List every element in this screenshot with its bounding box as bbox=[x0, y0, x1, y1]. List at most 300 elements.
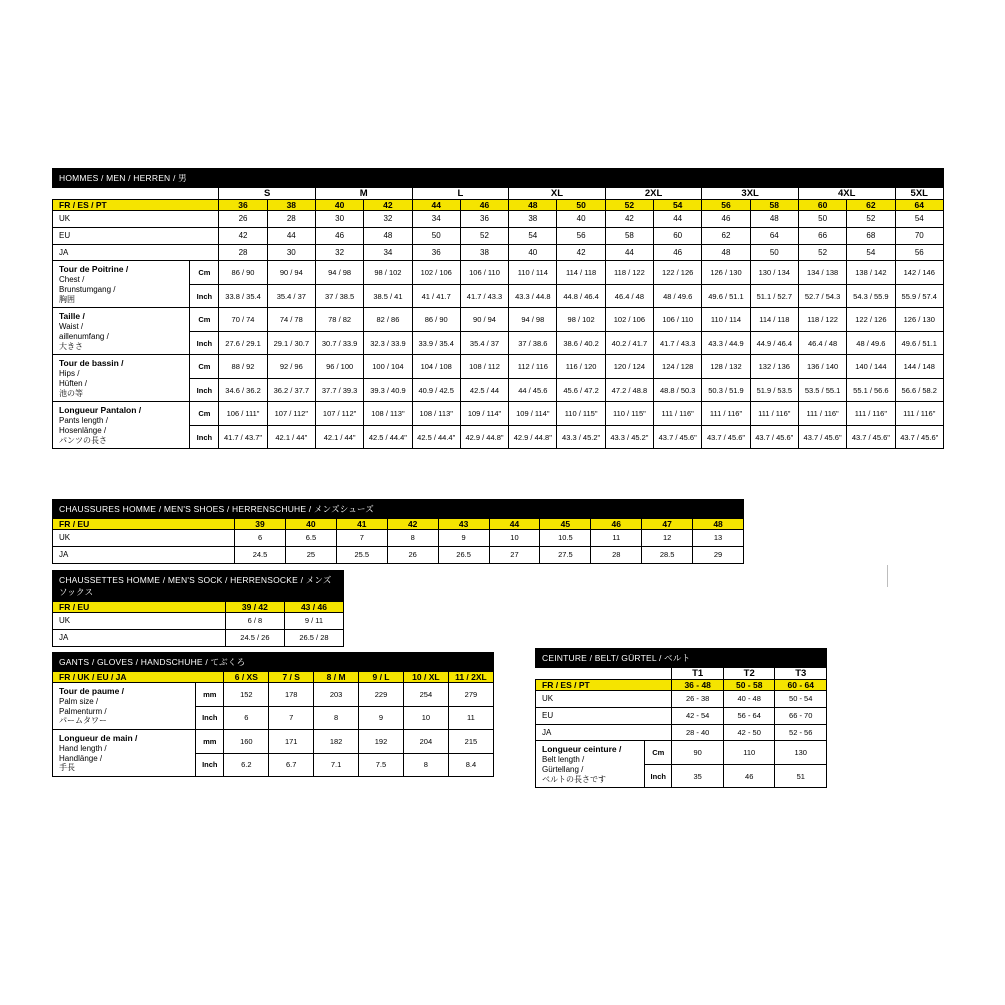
cell: 142 / 146 bbox=[895, 261, 943, 285]
cell: 126 / 130 bbox=[702, 261, 750, 285]
unit-inch: Inch bbox=[196, 753, 224, 777]
cell: 11 bbox=[448, 706, 493, 730]
cell: 42 bbox=[364, 200, 412, 211]
cell: 54.3 / 55.9 bbox=[847, 284, 895, 308]
cell: 46.4 / 48 bbox=[605, 284, 653, 308]
cell: 118 / 122 bbox=[605, 261, 653, 285]
cell: 43.7 / 45.6" bbox=[654, 425, 702, 449]
unit-inch: Inch bbox=[190, 425, 219, 449]
table-row bbox=[53, 730, 494, 754]
cell: 111 / 116" bbox=[654, 402, 702, 426]
cell: 41.7 / 43.3 bbox=[654, 331, 702, 355]
measure-label-chest bbox=[53, 261, 190, 308]
cell: 44 bbox=[412, 200, 460, 211]
group-t3: T3 bbox=[775, 668, 827, 680]
cell: 29 bbox=[693, 546, 744, 563]
cell: 104 / 108 bbox=[412, 355, 460, 379]
cell: 38 bbox=[460, 244, 508, 261]
cell: 43.7 / 45.6" bbox=[702, 425, 750, 449]
group-xl: XL bbox=[509, 188, 606, 200]
cell: 108 / 113" bbox=[364, 402, 412, 426]
row-label-fr-eu: FR / EU bbox=[53, 519, 235, 530]
cell: 7 / S bbox=[269, 672, 314, 683]
table-row bbox=[53, 227, 944, 244]
measure-line: Palm size / bbox=[59, 696, 99, 706]
cell: 46 bbox=[702, 211, 750, 228]
cell: 42.1 / 44" bbox=[315, 425, 363, 449]
cell: 56 bbox=[702, 200, 750, 211]
row-label-uk: UK bbox=[53, 613, 226, 630]
cell: 34 bbox=[412, 211, 460, 228]
row-label-eu: EU bbox=[536, 707, 672, 724]
row-label-ja: JA bbox=[53, 546, 235, 563]
cell: 54 bbox=[895, 211, 943, 228]
group-m: M bbox=[315, 188, 412, 200]
cell: 43.3 / 45.2" bbox=[557, 425, 605, 449]
cell: 32 bbox=[364, 211, 412, 228]
table-row bbox=[53, 613, 344, 630]
cell: 36 - 48 bbox=[672, 680, 724, 691]
cell: 50 bbox=[798, 211, 846, 228]
cell: 98 / 102 bbox=[364, 261, 412, 285]
cell: 68 bbox=[847, 227, 895, 244]
measure-label-hips bbox=[53, 355, 190, 402]
unit-inch: Inch bbox=[190, 331, 219, 355]
cell: 118 / 122 bbox=[798, 308, 846, 332]
cell: 10 bbox=[403, 706, 448, 730]
cell: 13 bbox=[693, 530, 744, 547]
cell: 48 bbox=[364, 227, 412, 244]
cell: 9 bbox=[359, 706, 404, 730]
spacer-cell bbox=[536, 668, 645, 680]
cell: 40.2 / 41.7 bbox=[605, 331, 653, 355]
cell: 144 / 148 bbox=[895, 355, 943, 379]
cell: 42 bbox=[605, 211, 653, 228]
cell: 107 / 112" bbox=[315, 402, 363, 426]
cell: 40 bbox=[509, 244, 557, 261]
group-l: L bbox=[412, 188, 509, 200]
cell: 55.1 / 56.6 bbox=[847, 378, 895, 402]
cell: 50 bbox=[412, 227, 460, 244]
mens-socks-table bbox=[52, 570, 344, 647]
cell: 9 bbox=[438, 530, 489, 547]
cell: 42.5 / 44 bbox=[460, 378, 508, 402]
group-t2: T2 bbox=[723, 668, 775, 680]
table-row bbox=[53, 546, 744, 563]
cell: 94 / 98 bbox=[509, 308, 557, 332]
group-2xl: 2XL bbox=[605, 188, 702, 200]
measure-name: Longueur Pantalon / bbox=[59, 405, 142, 416]
measure-label-palm-size bbox=[53, 683, 196, 730]
measure-line: 大きさ bbox=[59, 341, 83, 351]
cell: 27.5 bbox=[540, 546, 591, 563]
cell: 279 bbox=[448, 683, 493, 707]
cell: 46 bbox=[654, 244, 702, 261]
cell: 9 / 11 bbox=[284, 613, 343, 630]
measure-name: Tour de Poitrine / bbox=[59, 264, 129, 275]
cell: 60 bbox=[798, 200, 846, 211]
cell: 37 / 38.5 bbox=[315, 284, 363, 308]
cell: 64 bbox=[895, 200, 943, 211]
cell: 37.7 / 39.3 bbox=[315, 378, 363, 402]
table-row bbox=[53, 200, 944, 211]
gloves-header: GANTS / GLOVES / HANDSCHUHE / てぶくろ bbox=[53, 653, 494, 672]
belt-header: CEINTURE / BELT/ GÜRTEL / ベルト bbox=[536, 649, 827, 668]
cell: 254 bbox=[403, 683, 448, 707]
cell: 70 / 74 bbox=[219, 308, 267, 332]
cell: 140 / 144 bbox=[847, 355, 895, 379]
cell: 41 bbox=[336, 519, 387, 530]
cell: 24.5 bbox=[235, 546, 286, 563]
cell: 49.6 / 51.1 bbox=[895, 331, 943, 355]
cell: 122 / 126 bbox=[847, 308, 895, 332]
cell: 74 / 78 bbox=[267, 308, 315, 332]
cell: 43 / 46 bbox=[284, 602, 343, 613]
gloves-header-row bbox=[53, 653, 494, 672]
cell: 106 / 110 bbox=[460, 261, 508, 285]
group-3xl: 3XL bbox=[702, 188, 799, 200]
cell: 35 bbox=[672, 764, 724, 788]
cell: 51.9 / 53.5 bbox=[750, 378, 798, 402]
cell: 54 bbox=[847, 244, 895, 261]
cell: 7 bbox=[269, 706, 314, 730]
table-row bbox=[53, 211, 944, 228]
cell: 229 bbox=[359, 683, 404, 707]
cell: 43 bbox=[438, 519, 489, 530]
cell: 43.3 / 44.8 bbox=[509, 284, 557, 308]
measure-name: Longueur de main / bbox=[59, 733, 138, 743]
cell: 36.2 / 37.7 bbox=[267, 378, 315, 402]
socks-header: CHAUSSETTES HOMME / MEN'S SOCK / HERRENSOCKE / メンズソックス bbox=[53, 571, 344, 602]
measure-line: Waist / bbox=[59, 322, 84, 331]
cell: 52 bbox=[798, 244, 846, 261]
table-row bbox=[53, 402, 944, 426]
cell: 215 bbox=[448, 730, 493, 754]
cell: 28 bbox=[219, 244, 267, 261]
cell: 46 bbox=[591, 519, 642, 530]
cell: 41 / 41.7 bbox=[412, 284, 460, 308]
cell: 54 bbox=[509, 227, 557, 244]
cell: 108 / 112 bbox=[460, 355, 508, 379]
unit-cm: Cm bbox=[645, 741, 672, 765]
cell: 29.1 / 30.7 bbox=[267, 331, 315, 355]
cell: 42.5 / 44.4" bbox=[412, 425, 460, 449]
cell: 78 / 82 bbox=[315, 308, 363, 332]
table-row bbox=[53, 672, 494, 683]
unit-mm: mm bbox=[196, 730, 224, 754]
cell: 26 bbox=[219, 211, 267, 228]
cell: 7.1 bbox=[314, 753, 359, 777]
cell: 42.9 / 44.8" bbox=[509, 425, 557, 449]
cell: 12 bbox=[642, 530, 693, 547]
cell: 32.3 / 33.9 bbox=[364, 331, 412, 355]
cell: 41.7 / 43.3 bbox=[460, 284, 508, 308]
measure-label-belt-length bbox=[536, 741, 645, 788]
cell: 109 / 114" bbox=[460, 402, 508, 426]
cell: 43.7 / 45.6" bbox=[750, 425, 798, 449]
cell: 48 / 49.6 bbox=[654, 284, 702, 308]
cell: 102 / 106 bbox=[605, 308, 653, 332]
unit-cm: Cm bbox=[190, 402, 219, 426]
cell: 171 bbox=[269, 730, 314, 754]
row-label-ja: JA bbox=[53, 629, 226, 646]
table-row bbox=[53, 355, 944, 379]
cell: 50 - 54 bbox=[775, 691, 827, 708]
cell: 126 / 130 bbox=[895, 308, 943, 332]
cell: 47 bbox=[642, 519, 693, 530]
cell: 10.5 bbox=[540, 530, 591, 547]
cell: 82 / 86 bbox=[364, 308, 412, 332]
cell: 33.8 / 35.4 bbox=[219, 284, 267, 308]
cell: 109 / 114" bbox=[509, 402, 557, 426]
row-label-eu: EU bbox=[53, 227, 219, 244]
cell: 44.8 / 46.4 bbox=[557, 284, 605, 308]
cell: 152 bbox=[224, 683, 269, 707]
cell: 30 bbox=[267, 244, 315, 261]
cell: 40.9 / 42.5 bbox=[412, 378, 460, 402]
cell: 66 - 70 bbox=[775, 707, 827, 724]
cell: 86 / 90 bbox=[219, 261, 267, 285]
cell: 25.5 bbox=[336, 546, 387, 563]
cell: 42 bbox=[557, 244, 605, 261]
cell: 36 bbox=[219, 200, 267, 211]
row-label-fr-es-pt: FR / ES / PT bbox=[536, 680, 672, 691]
cell: 110 bbox=[723, 741, 775, 765]
cell: 44 bbox=[605, 244, 653, 261]
cell: 28.5 bbox=[642, 546, 693, 563]
cell: 48 bbox=[750, 211, 798, 228]
cell: 10 / XL bbox=[403, 672, 448, 683]
cell: 96 / 100 bbox=[315, 355, 363, 379]
measure-line: Palmenturm / bbox=[59, 706, 107, 716]
cell: 56.6 / 58.2 bbox=[895, 378, 943, 402]
table-row bbox=[536, 741, 827, 765]
cell: 90 / 94 bbox=[267, 261, 315, 285]
table-row bbox=[536, 724, 827, 741]
group-4xl: 4XL bbox=[798, 188, 895, 200]
cell: 46 bbox=[315, 227, 363, 244]
cell: 110 / 114 bbox=[509, 261, 557, 285]
cell: 28 bbox=[267, 211, 315, 228]
cell: 7.5 bbox=[359, 753, 404, 777]
cell: 8.4 bbox=[448, 753, 493, 777]
cell: 7 bbox=[336, 530, 387, 547]
cell: 43.3 / 44.9 bbox=[702, 331, 750, 355]
cell: 47.2 / 48.8 bbox=[605, 378, 653, 402]
men-header-row bbox=[53, 169, 944, 188]
measure-line: 手長 bbox=[59, 763, 75, 773]
cell: 37 / 38.6 bbox=[509, 331, 557, 355]
unit-cm: Cm bbox=[190, 355, 219, 379]
cell: 98 / 102 bbox=[557, 308, 605, 332]
cell: 106 / 111" bbox=[219, 402, 267, 426]
group-t1: T1 bbox=[672, 668, 724, 680]
cell: 114 / 118 bbox=[557, 261, 605, 285]
cell: 26 - 38 bbox=[672, 691, 724, 708]
cell: 56 bbox=[895, 244, 943, 261]
measure-name: Longueur ceinture / bbox=[542, 744, 622, 755]
cell: 42.5 / 44.4" bbox=[364, 425, 412, 449]
cell: 40 bbox=[557, 211, 605, 228]
cell: 136 / 140 bbox=[798, 355, 846, 379]
cell: 6.7 bbox=[269, 753, 314, 777]
cell: 52 bbox=[460, 227, 508, 244]
cell: 44 bbox=[489, 519, 540, 530]
cell: 8 / M bbox=[314, 672, 359, 683]
cell: 70 bbox=[895, 227, 943, 244]
cell: 30 bbox=[315, 211, 363, 228]
cell: 11 bbox=[591, 530, 642, 547]
cell: 48 bbox=[702, 244, 750, 261]
cell: 56 bbox=[557, 227, 605, 244]
cell: 27 bbox=[489, 546, 540, 563]
unit-inch: Inch bbox=[196, 706, 224, 730]
socks-header-row bbox=[53, 571, 344, 602]
cell: 54 bbox=[654, 200, 702, 211]
men-group-row bbox=[53, 188, 944, 200]
cell: 38.6 / 40.2 bbox=[557, 331, 605, 355]
table-row bbox=[53, 261, 944, 285]
cell: 122 / 126 bbox=[654, 261, 702, 285]
cell: 43.3 / 45.2" bbox=[605, 425, 653, 449]
cell: 52.7 / 54.3 bbox=[798, 284, 846, 308]
cell: 44.9 / 46.4 bbox=[750, 331, 798, 355]
cell: 9 / L bbox=[359, 672, 404, 683]
cell: 28 - 40 bbox=[672, 724, 724, 741]
cell: 108 / 113" bbox=[412, 402, 460, 426]
cell: 6 bbox=[235, 530, 286, 547]
cell: 6 / 8 bbox=[225, 613, 284, 630]
cell: 204 bbox=[403, 730, 448, 754]
cell: 8 bbox=[387, 530, 438, 547]
cell: 27.6 / 29.1 bbox=[219, 331, 267, 355]
cell: 192 bbox=[359, 730, 404, 754]
cell: 8 bbox=[403, 753, 448, 777]
measure-line: ベルトの長さです bbox=[542, 774, 606, 784]
cell: 45 bbox=[540, 519, 591, 530]
cell: 32 bbox=[315, 244, 363, 261]
cell: 111 / 116" bbox=[847, 402, 895, 426]
cell: 30.7 / 33.9 bbox=[315, 331, 363, 355]
cell: 124 / 128 bbox=[654, 355, 702, 379]
measure-line: Hosenlänge / bbox=[59, 425, 107, 435]
cell: 48.8 / 50.3 bbox=[654, 378, 702, 402]
cell: 48 bbox=[693, 519, 744, 530]
cell: 92 / 96 bbox=[267, 355, 315, 379]
cell: 111 / 116" bbox=[895, 402, 943, 426]
cell: 130 bbox=[775, 741, 827, 765]
measure-line: Hips / bbox=[59, 369, 80, 378]
cell: 58 bbox=[750, 200, 798, 211]
table-row bbox=[53, 244, 944, 261]
cell: 35.4 / 37 bbox=[460, 331, 508, 355]
unit-cm: Cm bbox=[190, 308, 219, 332]
cell: 8 bbox=[314, 706, 359, 730]
cell: 116 / 120 bbox=[557, 355, 605, 379]
measure-line: Gürtellang / bbox=[542, 764, 584, 774]
cell: 64 bbox=[750, 227, 798, 244]
cell: 111 / 116" bbox=[702, 402, 750, 426]
cell: 49.6 / 51.1 bbox=[702, 284, 750, 308]
cell: 58 bbox=[605, 227, 653, 244]
cell: 40 - 48 bbox=[723, 691, 775, 708]
cell: 130 / 134 bbox=[750, 261, 798, 285]
cell: 50 - 58 bbox=[723, 680, 775, 691]
cell: 6.5 bbox=[285, 530, 336, 547]
cell: 42.1 / 44" bbox=[267, 425, 315, 449]
cell: 42 - 50 bbox=[723, 724, 775, 741]
cell: 100 / 104 bbox=[364, 355, 412, 379]
cell: 134 / 138 bbox=[798, 261, 846, 285]
row-label-ja: JA bbox=[53, 244, 219, 261]
measure-line: 池の等 bbox=[59, 388, 83, 398]
cell: 26.5 bbox=[438, 546, 489, 563]
cell: 39.3 / 40.9 bbox=[364, 378, 412, 402]
group-s: S bbox=[219, 188, 316, 200]
cell: 182 bbox=[314, 730, 359, 754]
cell: 56 - 64 bbox=[723, 707, 775, 724]
cell: 42 bbox=[387, 519, 438, 530]
cell: 52 - 56 bbox=[775, 724, 827, 741]
cell: 55.9 / 57.4 bbox=[895, 284, 943, 308]
cell: 60 bbox=[654, 227, 702, 244]
cell: 203 bbox=[314, 683, 359, 707]
cell: 36 bbox=[460, 211, 508, 228]
measure-label-pants-length bbox=[53, 402, 190, 449]
table-row bbox=[536, 691, 827, 708]
cell: 111 / 116" bbox=[750, 402, 798, 426]
cell: 110 / 114 bbox=[702, 308, 750, 332]
cell: 52 bbox=[605, 200, 653, 211]
cell: 35.4 / 37 bbox=[267, 284, 315, 308]
measure-label-waist bbox=[53, 308, 190, 355]
belt-header-row bbox=[536, 649, 827, 668]
cell: 38.5 / 41 bbox=[364, 284, 412, 308]
cell: 10 bbox=[489, 530, 540, 547]
cell: 44 bbox=[267, 227, 315, 244]
cell: 38 bbox=[267, 200, 315, 211]
cell: 48 bbox=[509, 200, 557, 211]
row-label-ja: JA bbox=[536, 724, 672, 741]
row-label-uk: UK bbox=[53, 211, 219, 228]
cell: 42 bbox=[219, 227, 267, 244]
cell: 102 / 106 bbox=[412, 261, 460, 285]
belt-table bbox=[535, 648, 827, 788]
measure-line: Hand length / bbox=[59, 743, 107, 753]
cell: 41.7 / 43.7" bbox=[219, 425, 267, 449]
cell: 132 / 136 bbox=[750, 355, 798, 379]
cell: 34 bbox=[364, 244, 412, 261]
cell: 90 / 94 bbox=[460, 308, 508, 332]
cell: 28 bbox=[591, 546, 642, 563]
cell: 44 bbox=[654, 211, 702, 228]
measure-line: Handlänge / bbox=[59, 753, 103, 763]
cell: 39 / 42 bbox=[225, 602, 284, 613]
cell: 94 / 98 bbox=[315, 261, 363, 285]
cell: 62 bbox=[702, 227, 750, 244]
cell: 38 bbox=[509, 211, 557, 228]
cell: 40 bbox=[285, 519, 336, 530]
cell: 62 bbox=[847, 200, 895, 211]
cell: 43.7 / 45.6" bbox=[895, 425, 943, 449]
cell: 44 / 45.6 bbox=[509, 378, 557, 402]
table-row bbox=[53, 308, 944, 332]
unit-inch: Inch bbox=[190, 284, 219, 308]
gloves-table bbox=[52, 652, 494, 777]
cell: 52 bbox=[847, 211, 895, 228]
cell: 46.4 / 48 bbox=[798, 331, 846, 355]
table-row bbox=[53, 530, 744, 547]
